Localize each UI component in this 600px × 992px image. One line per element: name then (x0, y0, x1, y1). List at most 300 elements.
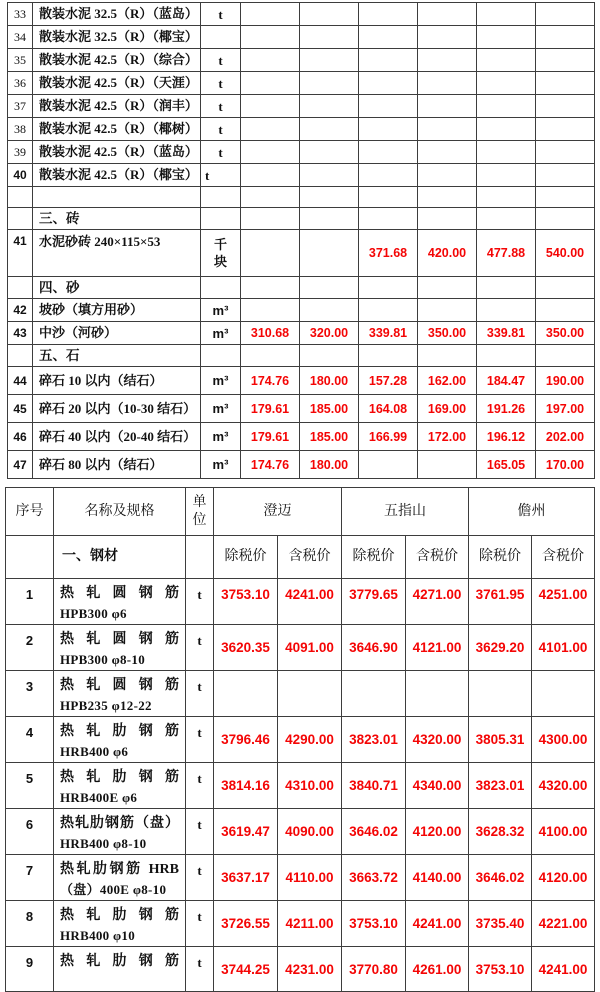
unit-cell (201, 345, 241, 367)
item-name-cell: 碎石 20 以内（10-30 结石） (33, 395, 201, 423)
unit-cell: m³ (201, 299, 241, 322)
unit-cell: m³ (201, 423, 241, 451)
price-cell (241, 208, 300, 230)
price-cell: 3620.35 (214, 625, 278, 671)
item-spec-line2: HRB400 φ8-10 (60, 836, 147, 851)
price-cell: 180.00 (300, 367, 359, 395)
item-name-cell: 五、石 (33, 345, 201, 367)
item-name-cell (54, 579, 186, 625)
table-row (6, 855, 595, 901)
item-name-cell: 散装水泥 42.5（R）（椰宝） (33, 164, 201, 187)
price-cell (418, 208, 477, 230)
price-cell (359, 299, 418, 322)
price-cell: 3744.25 (214, 947, 278, 992)
col-header-city-chengmai: 澄迈 (214, 488, 342, 536)
item-name-cell: 碎石 80 以内（结石） (33, 451, 201, 479)
price-cell: 4300.00 (532, 717, 595, 763)
price-cell (241, 230, 300, 277)
table-row (8, 299, 595, 322)
price-cell: 3823.01 (342, 717, 406, 763)
item-name-cell: 散装水泥 42.5（R）（综合） (33, 49, 201, 72)
empty-header-cell (6, 536, 54, 579)
price-cell: 184.47 (477, 367, 536, 395)
unit-cell: t (186, 717, 214, 763)
unit-cell: t (186, 625, 214, 671)
unit-cell: m³ (201, 395, 241, 423)
table-row (6, 717, 595, 763)
price-cell (359, 118, 418, 141)
price-cell (406, 671, 469, 717)
price-cell: 179.61 (241, 423, 300, 451)
price-cell (477, 299, 536, 322)
price-cell: 3840.71 (342, 763, 406, 809)
price-cell: 4340.00 (406, 763, 469, 809)
price-cell (536, 72, 595, 95)
price-cell: 4261.00 (406, 947, 469, 992)
col-header-price-inctax: 含税价 (532, 536, 595, 579)
item-name-cell: 散装水泥 42.5（R）（天涯） (33, 72, 201, 95)
price-cell (477, 208, 536, 230)
row-number-cell: 35 (8, 49, 33, 72)
unit-cell: t (201, 95, 241, 118)
row-number-cell (8, 277, 33, 299)
col-header-price-extax: 除税价 (214, 536, 278, 579)
price-cell (241, 187, 300, 208)
price-cell: 174.76 (241, 367, 300, 395)
price-cell: 310.68 (241, 322, 300, 345)
row-number-cell: 5 (6, 763, 54, 809)
unit-cell: t (201, 118, 241, 141)
item-name-cell: 中沙（河砂） (33, 322, 201, 345)
price-cell: 4310.00 (278, 763, 342, 809)
item-name-cell: 三、砖 (33, 208, 201, 230)
price-cell: 3761.95 (469, 579, 532, 625)
price-cell (477, 118, 536, 141)
table-row (6, 809, 595, 855)
table-row (8, 395, 595, 423)
price-cell: 3726.55 (214, 901, 278, 947)
row-number-cell: 44 (8, 367, 33, 395)
price-cell: 166.99 (359, 423, 418, 451)
unit-cell: t (186, 901, 214, 947)
price-cell (241, 118, 300, 141)
price-cell (359, 451, 418, 479)
row-number-cell: 42 (8, 299, 33, 322)
table-row (8, 322, 595, 345)
price-cell (359, 3, 418, 26)
empty-row (8, 187, 595, 208)
price-cell: 170.00 (536, 451, 595, 479)
price-cell (300, 230, 359, 277)
price-cell (241, 3, 300, 26)
price-cell: 350.00 (418, 322, 477, 345)
price-cell: 3805.31 (469, 717, 532, 763)
price-cell (418, 72, 477, 95)
item-name-cell (54, 671, 186, 717)
unit-cell: m³ (201, 367, 241, 395)
price-cell: 4241.00 (278, 579, 342, 625)
price-cell: 4101.00 (532, 625, 595, 671)
unit-cell: t (201, 49, 241, 72)
price-cell: 4100.00 (532, 809, 595, 855)
price-cell (359, 72, 418, 95)
unit-cell: t (186, 671, 214, 717)
item-name-line1: 热 轧 肋 钢 筋 (60, 954, 179, 969)
price-cell (359, 95, 418, 118)
price-cell: 4090.00 (278, 809, 342, 855)
price-cell: 3663.72 (342, 855, 406, 901)
row-number-cell: 3 (6, 671, 54, 717)
price-cell (300, 3, 359, 26)
price-cell (418, 49, 477, 72)
price-cell (418, 345, 477, 367)
price-cell: 4140.00 (406, 855, 469, 901)
price-cell (300, 95, 359, 118)
row-number-cell (8, 208, 33, 230)
price-cell: 4290.00 (278, 717, 342, 763)
price-cell (536, 277, 595, 299)
table-row (8, 72, 595, 95)
price-cell (359, 277, 418, 299)
unit-cell (201, 187, 241, 208)
section-row (8, 345, 595, 367)
price-cell (300, 164, 359, 187)
price-cell (300, 187, 359, 208)
steel-price-table (5, 487, 595, 992)
price-cell (418, 299, 477, 322)
unit-cell (201, 277, 241, 299)
item-name-cell: 散装水泥 42.5（R）（润丰） (33, 95, 201, 118)
price-cell: 4271.00 (406, 579, 469, 625)
price-cell (300, 141, 359, 164)
price-cell (536, 164, 595, 187)
price-cell (241, 345, 300, 367)
price-cell: 169.00 (418, 395, 477, 423)
col-header-price-inctax: 含税价 (406, 536, 469, 579)
price-cell: 164.08 (359, 395, 418, 423)
item-name-cell (54, 901, 186, 947)
price-cell (477, 277, 536, 299)
table-row (6, 901, 595, 947)
price-cell: 202.00 (536, 423, 595, 451)
price-cell (300, 345, 359, 367)
price-cell: 4121.00 (406, 625, 469, 671)
table-row (8, 118, 595, 141)
price-cell (359, 208, 418, 230)
section-label-steel: 一、钢材 (54, 536, 186, 579)
price-cell (477, 95, 536, 118)
item-name-line1: 热 轧 肋 钢 筋 (60, 908, 179, 923)
price-cell: 3823.01 (469, 763, 532, 809)
item-name-cell: 水泥砂砖 240×115×53 (33, 230, 201, 277)
item-name-cell: 散装水泥 42.5（R）（椰树） (33, 118, 201, 141)
price-cell: 371.68 (359, 230, 418, 277)
row-number-cell: 4 (6, 717, 54, 763)
price-cell (241, 26, 300, 49)
price-cell (359, 187, 418, 208)
price-cell (241, 277, 300, 299)
item-name-line1: 热 轧 肋 钢 筋 (60, 770, 179, 785)
table-row (8, 423, 595, 451)
row-number-cell (8, 187, 33, 208)
unit-cell: m³ (201, 322, 241, 345)
item-spec-line2: HRB400E φ6 (60, 790, 138, 805)
price-cell: 4120.00 (406, 809, 469, 855)
price-cell (536, 26, 595, 49)
table-row (8, 95, 595, 118)
empty-header-cell (186, 536, 214, 579)
unit-cell: t (186, 809, 214, 855)
item-spec-line2: HPB235 φ12-22 (60, 698, 152, 713)
item-name-line1: 热 轧 肋 钢 筋 (60, 724, 179, 739)
price-cell (241, 164, 300, 187)
price-cell (300, 26, 359, 49)
unit-cell: t (186, 579, 214, 625)
unit-cell: t (186, 763, 214, 809)
price-cell (536, 118, 595, 141)
item-name-cell: 散装水泥 32.5（R）（蓝岛） (33, 3, 201, 26)
item-name-line1: 热轧肋钢筋 HRB (60, 862, 179, 877)
unit-cell: t (201, 72, 241, 95)
price-cell: 165.05 (477, 451, 536, 479)
price-cell: 196.12 (477, 423, 536, 451)
price-cell: 3770.80 (342, 947, 406, 992)
item-name-cell: 碎石 10 以内（结石） (33, 367, 201, 395)
price-cell: 3646.02 (342, 809, 406, 855)
price-cell: 4211.00 (278, 901, 342, 947)
table-row (6, 671, 595, 717)
price-cell: 4320.00 (532, 763, 595, 809)
price-cell (241, 299, 300, 322)
price-cell: 172.00 (418, 423, 477, 451)
col-header-city-wuzhishan: 五指山 (342, 488, 469, 536)
price-cell: 185.00 (300, 395, 359, 423)
price-cell: 179.61 (241, 395, 300, 423)
table-row (6, 625, 595, 671)
price-cell: 3796.46 (214, 717, 278, 763)
row-number-cell: 6 (6, 809, 54, 855)
item-name-cell (33, 187, 201, 208)
price-cell (214, 671, 278, 717)
row-number-cell: 37 (8, 95, 33, 118)
item-name-cell (54, 763, 186, 809)
price-cell: 350.00 (536, 322, 595, 345)
unit-cell: t (201, 141, 241, 164)
row-number-cell: 41 (8, 230, 33, 277)
item-name-line1: 热 轧 圆 钢 筋 (60, 632, 179, 647)
price-cell (418, 451, 477, 479)
price-cell (477, 164, 536, 187)
unit-cell (201, 208, 241, 230)
col-header-price-extax: 除税价 (469, 536, 532, 579)
unit-cell: t (186, 947, 214, 992)
table-row (6, 763, 595, 809)
item-name-cell: 散装水泥 42.5（R）（蓝岛） (33, 141, 201, 164)
price-cell: 3646.02 (469, 855, 532, 901)
item-name-cell: 四、砂 (33, 277, 201, 299)
col-header-price-inctax: 含税价 (278, 536, 342, 579)
price-cell: 4091.00 (278, 625, 342, 671)
price-cell: 4251.00 (532, 579, 595, 625)
col-header-unit: 单位 (186, 488, 214, 536)
row-number-cell: 38 (8, 118, 33, 141)
price-cell: 162.00 (418, 367, 477, 395)
price-cell (300, 299, 359, 322)
price-cell (536, 187, 595, 208)
price-cell: 320.00 (300, 322, 359, 345)
row-number-cell: 47 (8, 451, 33, 479)
price-cell: 4241.00 (406, 901, 469, 947)
price-cell (359, 345, 418, 367)
item-name-line1: 热 轧 圆 钢 筋 (60, 586, 179, 601)
price-cell: 420.00 (418, 230, 477, 277)
row-number-cell: 40 (8, 164, 33, 187)
row-number-cell: 33 (8, 3, 33, 26)
item-name-cell: 坡砂（填方用砂） (33, 299, 201, 322)
item-name-cell: 散装水泥 32.5（R）（椰宝） (33, 26, 201, 49)
price-cell (477, 72, 536, 95)
price-cell (536, 3, 595, 26)
price-cell (241, 95, 300, 118)
row-number-cell: 1 (6, 579, 54, 625)
price-cell (359, 26, 418, 49)
row-number-cell: 34 (8, 26, 33, 49)
price-cell (300, 208, 359, 230)
price-cell (477, 345, 536, 367)
price-cell (536, 345, 595, 367)
price-cell: 3628.32 (469, 809, 532, 855)
price-cell: 3637.17 (214, 855, 278, 901)
item-spec-line2: HRB400 φ10 (60, 928, 136, 943)
row-number-cell (8, 345, 33, 367)
row-number-cell: 9 (6, 947, 54, 992)
price-cell: 4231.00 (278, 947, 342, 992)
price-cell (536, 141, 595, 164)
price-cell: 191.26 (477, 395, 536, 423)
price-cell: 3753.10 (469, 947, 532, 992)
price-cell: 174.76 (241, 451, 300, 479)
price-cell (477, 49, 536, 72)
row-number-cell: 7 (6, 855, 54, 901)
price-cell: 197.00 (536, 395, 595, 423)
section-row (8, 277, 595, 299)
item-name-cell (54, 809, 186, 855)
price-cell (278, 671, 342, 717)
section-row (8, 208, 595, 230)
col-header-serial: 序号 (6, 488, 54, 536)
item-spec-line2: HRB400 φ6 (60, 744, 129, 759)
price-cell: 4221.00 (532, 901, 595, 947)
price-cell: 540.00 (536, 230, 595, 277)
item-name-cell (54, 855, 186, 901)
price-cell: 3753.10 (214, 579, 278, 625)
table-row (8, 367, 595, 395)
price-cell (359, 164, 418, 187)
price-cell (418, 118, 477, 141)
materials-table-body (8, 3, 595, 479)
col-header-name: 名称及规格 (54, 488, 186, 536)
price-cell: 339.81 (359, 322, 418, 345)
item-spec-line2: （盘）400E φ8-10 (60, 882, 167, 897)
unit-cell: 千 块 (201, 230, 241, 277)
price-cell (241, 72, 300, 95)
price-cell (418, 26, 477, 49)
item-spec-line2: HPB300 φ8-10 (60, 652, 146, 667)
price-cell: 3629.20 (469, 625, 532, 671)
price-cell: 3753.10 (342, 901, 406, 947)
row-number-cell: 46 (8, 423, 33, 451)
price-cell: 4120.00 (532, 855, 595, 901)
unit-cell: m³ (201, 451, 241, 479)
table-row (8, 451, 595, 479)
price-cell: 3735.40 (469, 901, 532, 947)
price-cell (418, 277, 477, 299)
price-cell (300, 118, 359, 141)
item-name-cell (54, 717, 186, 763)
col-header-city-danzhou: 儋州 (469, 488, 595, 536)
table-row (8, 141, 595, 164)
price-cell (418, 164, 477, 187)
price-cell (300, 72, 359, 95)
item-name-line1: 热 轧 圆 钢 筋 (60, 678, 179, 693)
price-cell: 4320.00 (406, 717, 469, 763)
price-cell (342, 671, 406, 717)
price-cell (418, 141, 477, 164)
table-row (8, 49, 595, 72)
construction-materials-price-table (7, 2, 595, 479)
price-cell (359, 141, 418, 164)
row-number-cell: 36 (8, 72, 33, 95)
row-number-cell: 39 (8, 141, 33, 164)
table-row (8, 3, 595, 26)
unit-cell: t (186, 855, 214, 901)
item-name-cell (54, 947, 186, 992)
price-cell: 3646.90 (342, 625, 406, 671)
price-cell (418, 187, 477, 208)
price-cell (477, 3, 536, 26)
price-cell (241, 49, 300, 72)
unit-cell: t (201, 164, 241, 187)
col-header-price-extax: 除税价 (342, 536, 406, 579)
price-cell (300, 49, 359, 72)
price-cell: 3814.16 (214, 763, 278, 809)
table-row (8, 164, 595, 187)
price-cell: 4241.00 (532, 947, 595, 992)
row-number-cell: 45 (8, 395, 33, 423)
unit-cell (201, 26, 241, 49)
table-row (8, 230, 595, 277)
item-name-line1: 热轧肋钢筋（盘） (60, 816, 179, 831)
price-cell (477, 187, 536, 208)
unit-cell: t (201, 3, 241, 26)
price-cell (536, 208, 595, 230)
price-cell (241, 141, 300, 164)
price-cell: 3619.47 (214, 809, 278, 855)
price-cell (418, 95, 477, 118)
table-row (6, 947, 595, 992)
item-name-cell: 碎石 40 以内（20-40 结石） (33, 423, 201, 451)
header-row-price-types (6, 536, 595, 579)
table-row (6, 579, 595, 625)
price-cell: 477.88 (477, 230, 536, 277)
price-cell (477, 141, 536, 164)
price-cell (536, 299, 595, 322)
row-number-cell: 8 (6, 901, 54, 947)
item-spec-line2: HPB300 φ6 (60, 606, 127, 621)
price-cell (536, 95, 595, 118)
header-row-regions (6, 488, 595, 536)
row-number-cell: 43 (8, 322, 33, 345)
